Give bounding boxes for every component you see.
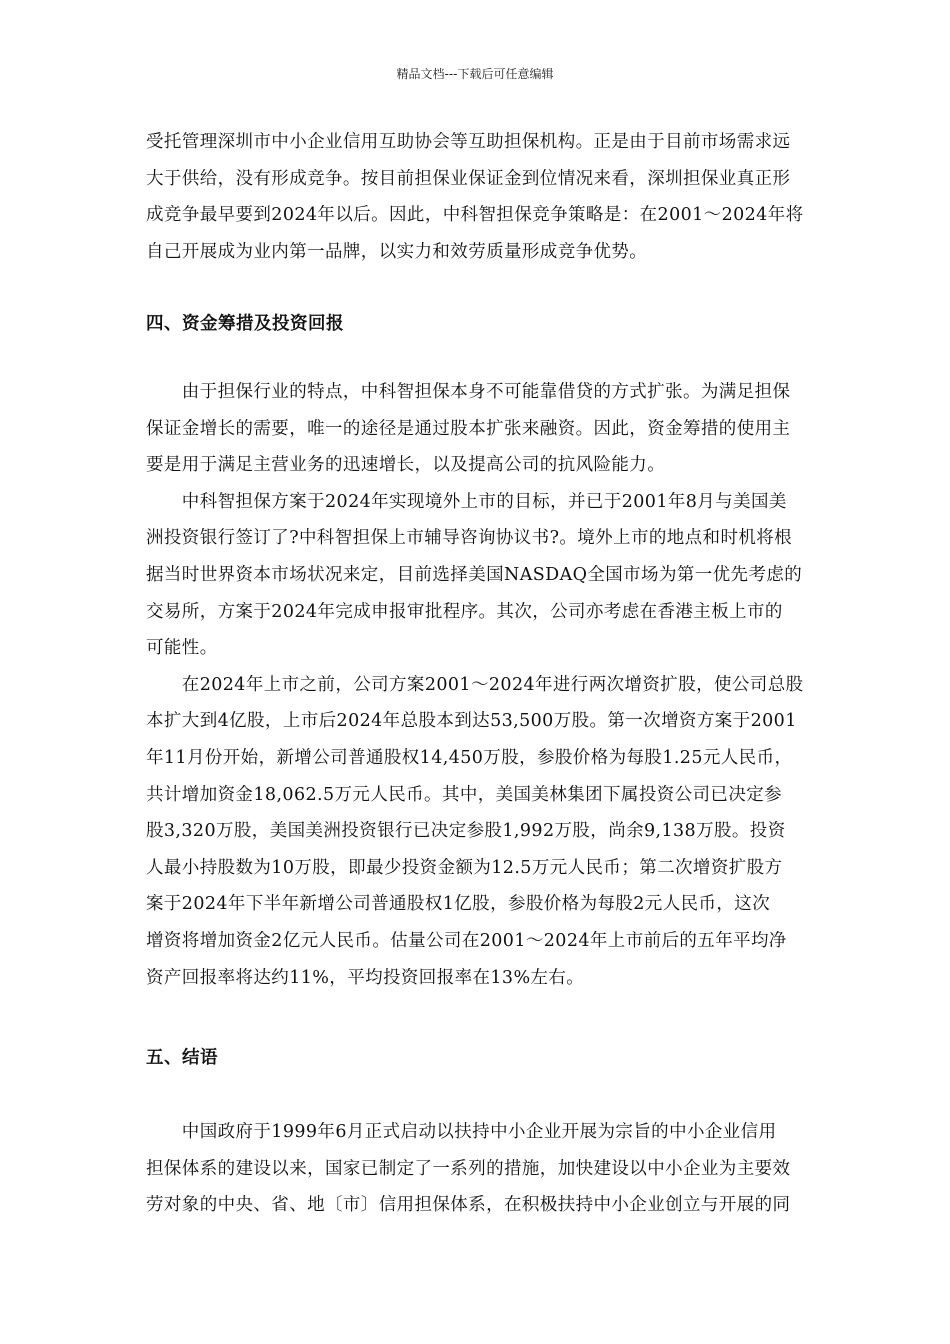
text-line: 共计增加资金18,062.5万元人民币。其中，美国美林集团下属投资公司已决定参 [146, 784, 783, 805]
text-line: 中国政府于1999年6月正式启动以扶持中小企业开展为宗旨的中小企业信用 [146, 1122, 777, 1142]
text-line: 担保体系的建设以来，国家已制定了一系列的措施，加快建设以中小企业为主要效 [146, 1158, 791, 1179]
text-line: 成竞争最早要到2024年以后。因此，中科智担保竞争策略是：在2001～2024年将 [146, 205, 804, 226]
text-line: 自己开展成为业内第一品牌，以实力和效劳质量形成竞争优势。 [146, 241, 648, 262]
text-line: 年11月份开始，新增公司普通股权14,450万股，参股价格为每股1.25元人民币， [146, 747, 793, 768]
text-line: 资产回报率将达约11%，平均投资回报率在13%左右。 [146, 967, 585, 988]
text-line: 由于担保行业的特点，中科智担保本身不可能靠借贷的方式扩张。为满足担保 [146, 382, 791, 402]
text-line: 股3,320万股，美国美洲投资银行已决定参股1,992万股，尚余9,138万股。投资 [146, 821, 786, 842]
text-line: 大于供给，没有形成竞争。按目前担保业保证金到位情况来看，深圳担保业真正形 [146, 168, 791, 189]
section-heading-5: 五、结语 [146, 1048, 218, 1068]
text-line: 人最小持股数为10万股，即最少投资金额为12.5万元人民币；第二次增资扩股方 [146, 857, 783, 878]
text-line: 可能性。 [146, 638, 218, 659]
text-line: 保证金增长的需要，唯一的途径是通过股本扩张来融资。因此，资金筹措的使用主 [146, 418, 791, 439]
text-line: 在2024年上市之前，公司方案2001～2024年进行两次增资扩股，使公司总股 [146, 674, 804, 695]
text-line: 受托管理深圳市中小企业信用互助协会等互助担保机构。正是由于目前市场需求远 [146, 132, 791, 152]
text-line: 中科智担保方案于2024年实现境外上市的目标，并已于2001年8月与美国美 [146, 491, 787, 512]
text-line: 增资将增加资金2亿元人民币。估量公司在2001～2024年上市前后的五年平均净 [146, 930, 787, 951]
text-line: 案于2024年下半年新增公司普通股权1亿股，参股价格为每股2元人民币，这次 [146, 894, 771, 915]
text-line: 据当时世界资本市场状况来定，目前选择美国NASDAQ全国市场为第一优先考虑的 [146, 564, 803, 585]
paragraph-text [146, 124, 836, 270]
text-line: 本扩大到4亿股，上市后2024年总股本到达53,500万股。第一次增资方案于2001 [146, 711, 797, 732]
running-header: 精品文档---下载后可任意编辑 [396, 67, 554, 81]
section-5-body [146, 1114, 836, 1224]
paragraph-competition [146, 124, 836, 270]
text-line: 劳对象的中央、省、地〔市〕信用担保体系，在积极扶持中小企业创立与开展的同 [146, 1195, 791, 1216]
section-heading-4: 四、资金筹措及投资回报 [146, 314, 344, 334]
text-line: 要是用于满足主营业务的迅速增长，以及提高公司的抗风险能力。 [146, 455, 666, 476]
text-line: 交易所，方案于2024年完成申报审批程序。其次，公司亦考虑在香港主板上市的 [146, 601, 783, 622]
paragraph-text [146, 1114, 836, 1224]
section-4-body [146, 374, 836, 996]
text-line: 洲投资银行签订了?中科智担保上市辅导咨询协议书?。境外上市的地点和时机将根 [146, 528, 793, 549]
paragraph-text [146, 374, 836, 996]
